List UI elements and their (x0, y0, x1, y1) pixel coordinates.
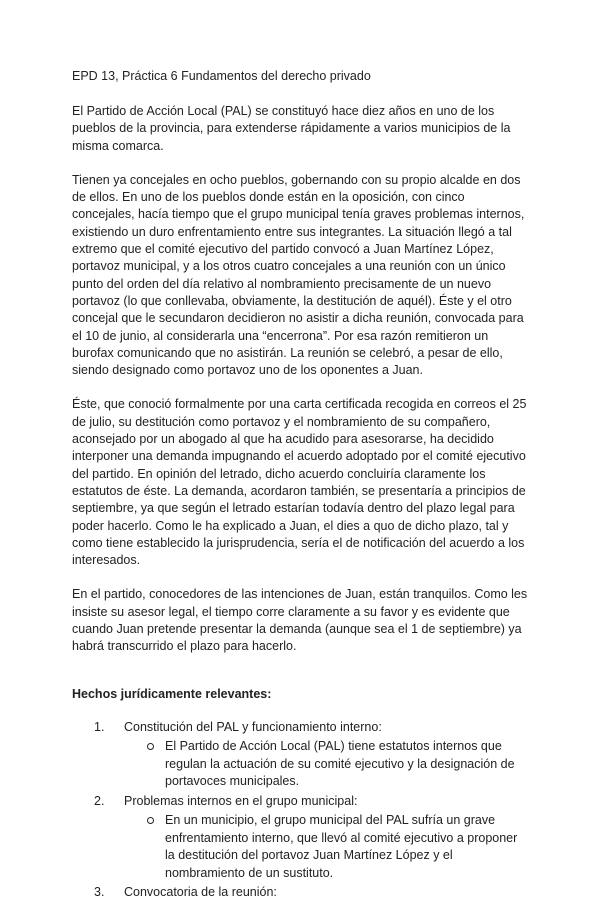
fact-label: Constitución del PAL y funcionamiento interno: (124, 719, 382, 734)
fact-item (72, 719, 528, 791)
fact-label: Convocatoria de la reunión: (124, 885, 277, 900)
fact-sublist (124, 738, 528, 791)
fact-sublist (124, 812, 528, 882)
fact-detail-text: En un municipio, el grupo municipal del PAL sufría un grave enfrentamiento interno, que llevó al comité ejecutivo a proponer la destitución del portavoz Juan Martínez López y el nombramiento de un sustituto. (165, 813, 518, 880)
facts-heading: Hechos jurídicamente relevantes: (72, 686, 272, 701)
hollow-bullet-icon (147, 817, 154, 824)
document-title: EPD 13, Práctica 6 Fundamentos del derecho privado (72, 69, 371, 83)
facts-list (72, 719, 528, 902)
fact-number: 2. (94, 793, 105, 808)
fact-label: Problemas internos en el grupo municipal: (124, 793, 358, 808)
paragraph-party-response: En el partido, conocedores de las intenciones de Juan, están tranquilos. Como les insiste su asesor legal, el tiempo corre claramente a su favor y es evidente que cuando Juan pretende presentar la demanda (aunque sea el 1 de septiembre) ya habrá transcurrido el plazo para hacerlo. (72, 587, 528, 654)
fact-detail-text: El Partido de Acción Local (PAL) tiene estatutos internos que regulan la actuación de su comité ejecutivo y la designación de portavoces municipales. (165, 739, 515, 789)
hollow-bullet-icon (147, 743, 154, 750)
paragraph-intro: El Partido de Acción Local (PAL) se constituyó hace diez años en uno de los pueblos de la provincia, para extenderse rápidamente a varios municipios de la misma comarca. (72, 104, 511, 153)
fact-item (72, 884, 528, 902)
paragraph-lawsuit: Éste, que conoció formalmente por una carta certificada recogida en correos el 25 de julio, su destitución como portavoz y el nombramiento de su compañero, aconsejado por un abogado al que ha acudido para asesorarse, ha decidido interponer una demanda impugnando el acuerdo adoptado por el comité ejecutivo del partido. En opinión del letrado, dicho acuerdo concluiría claramente los estatutos de éste. La demanda, acordaron también, se presentaría a principios de septiembre, ya que según el letrado estarían todavía dentro del plazo legal para poder hacerlo. Como le ha explicado a Juan, el dies a quo de dicho plazo, tal y como tiene establecido la jurisprudencia, sería el de notificación del acuerdo a los interesados. (72, 397, 527, 568)
fact-number: 1. (94, 719, 105, 734)
paragraph-conflict: Tienen ya concejales en ocho pueblos, gobernando con su propio alcalde en dos de ellos. En uno de los pueblos donde están en la oposición, con cinco concejales, hacía tiempo que el grupo municipal tenía graves problemas internos, existiendo un duro enfrentamiento entre sus integrantes. La situación llegó a tal extremo que el comité ejecutivo del partido convocó a Juan Martínez López, portavoz municipal, y a los otros cuatro concejales a una reunión con un único punto del orden del día relativo al nombramiento precisamente de un nuevo portavoz (lo que conllevaba, obviamente, la destitución de aquél). Éste y el otro concejal que le secundaron decidieron no asistir a dicha reunión, convocada para el 10 de junio, al considerarla una “encerrona”. Por esa razón remitieron un burofax comunicando que no asistirán. La reunión se celebró, a pesar de ello, siendo designado como portavoz uno de los oponentes a Juan. (72, 172, 525, 378)
fact-item (72, 793, 528, 883)
fact-detail (145, 812, 528, 882)
fact-number: 3. (94, 885, 105, 900)
fact-detail (145, 738, 528, 791)
document-page (72, 68, 528, 904)
